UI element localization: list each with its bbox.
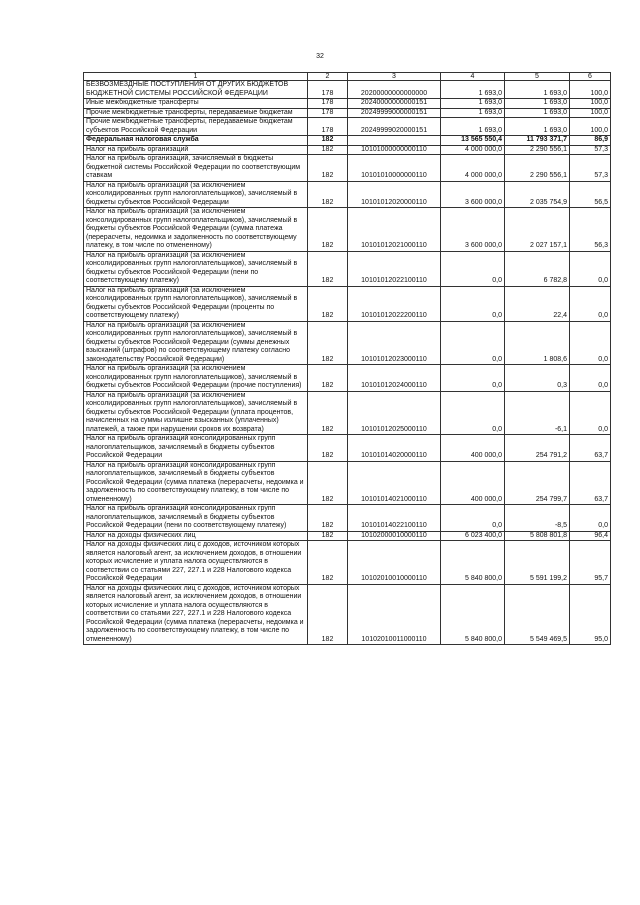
- table-row: [84, 584, 611, 645]
- row-plan-cell: 1 693,0: [441, 99, 505, 109]
- row-kbk-cell: 10101014022100110: [348, 505, 441, 532]
- row-name-cell: Налог на прибыль организаций консолидированных групп налогоплательщиков, зачисляемый в бюджеты субъектов Российской Федерации (пени по соответствующему платежу): [84, 505, 308, 532]
- row-percent-cell: 86,9: [570, 136, 611, 146]
- table-row: [84, 531, 611, 541]
- row-name-cell: Налог на прибыль организаций: [84, 145, 308, 155]
- row-fact-cell: 1 693,0: [505, 99, 570, 109]
- row-percent-cell: 100,0: [570, 99, 611, 109]
- row-kbk-cell: 10101012023000110: [348, 321, 441, 365]
- row-code-cell: 182: [308, 435, 348, 462]
- row-percent-cell: 0,0: [570, 321, 611, 365]
- row-code-cell: 182: [308, 286, 348, 321]
- row-name-cell: Налог на доходы физических лиц: [84, 531, 308, 541]
- row-fact-cell: 11 793 371,7: [505, 136, 570, 146]
- row-fact-cell: 1 693,0: [505, 118, 570, 136]
- row-name-cell: Налог на доходы физических лиц с доходов, источником которых является налоговый агент, за исключением доходов, в отношении которых исчисление и уплата налога осуществляются в соответствии со статьями 227, 227.1 и 228 Налогового кодекса Российской Федерации: [84, 541, 308, 585]
- row-percent-cell: 0,0: [570, 505, 611, 532]
- row-plan-cell: 3 600 000,0: [441, 208, 505, 252]
- table-row: [84, 108, 611, 118]
- row-plan-cell: 4 000 000,0: [441, 155, 505, 182]
- row-plan-cell: 3 600 000,0: [441, 181, 505, 208]
- row-plan-cell: 4 000 000,0: [441, 145, 505, 155]
- row-percent-cell: 63,7: [570, 461, 611, 505]
- row-fact-cell: 254 791,2: [505, 435, 570, 462]
- row-code-cell: 178: [308, 99, 348, 109]
- row-code-cell: 182: [308, 208, 348, 252]
- row-code-cell: 178: [308, 118, 348, 136]
- row-plan-cell: 0,0: [441, 391, 505, 435]
- row-fact-cell: 1 693,0: [505, 81, 570, 99]
- row-kbk-cell: 10101012020000110: [348, 181, 441, 208]
- row-fact-cell: 6 782,8: [505, 251, 570, 286]
- row-kbk-cell: 10101012021000110: [348, 208, 441, 252]
- table-row: [84, 365, 611, 392]
- column-header: 5: [505, 73, 570, 81]
- table-header-row: [84, 73, 611, 81]
- row-percent-cell: 63,7: [570, 435, 611, 462]
- row-plan-cell: 0,0: [441, 251, 505, 286]
- row-percent-cell: 57,3: [570, 155, 611, 182]
- row-plan-cell: 0,0: [441, 505, 505, 532]
- row-percent-cell: 0,0: [570, 251, 611, 286]
- row-name-cell: Федеральная налоговая служба: [84, 136, 308, 146]
- row-plan-cell: 5 840 800,0: [441, 541, 505, 585]
- row-kbk-cell: 10101010000000110: [348, 155, 441, 182]
- row-name-cell: Прочие межбюджетные трансферты, передаваемые бюджетам: [84, 108, 308, 118]
- row-percent-cell: 100,0: [570, 81, 611, 99]
- row-name-cell: Налог на прибыль организаций (за исключением консолидированных групп налогоплательщиков), зачисляемый в бюджеты субъектов Российской Федерации (суммы денежных взысканий (штрафов) по соответствующему платежу согласно законодательству Российской Федерации): [84, 321, 308, 365]
- row-fact-cell: 254 799,7: [505, 461, 570, 505]
- row-code-cell: 182: [308, 461, 348, 505]
- row-kbk-cell: 20200000000000000: [348, 81, 441, 99]
- row-code-cell: 182: [308, 145, 348, 155]
- page-number: 32: [316, 53, 324, 60]
- table-row: [84, 541, 611, 585]
- row-plan-cell: 6 023 400,0: [441, 531, 505, 541]
- column-header: 3: [348, 73, 441, 81]
- row-plan-cell: 1 693,0: [441, 81, 505, 99]
- table-row: [84, 435, 611, 462]
- row-code-cell: 182: [308, 541, 348, 585]
- row-percent-cell: 0,0: [570, 286, 611, 321]
- row-name-cell: Налог на прибыль организаций консолидированных групп налогоплательщиков, зачисляемый в бюджеты субъектов Российской Федерации: [84, 435, 308, 462]
- row-code-cell: 182: [308, 321, 348, 365]
- row-kbk-cell: 20249999000000151: [348, 108, 441, 118]
- row-kbk-cell: 10101000000000110: [348, 145, 441, 155]
- row-plan-cell: 1 693,0: [441, 108, 505, 118]
- row-percent-cell: 0,0: [570, 365, 611, 392]
- row-kbk-cell: 10101012025000110: [348, 391, 441, 435]
- row-kbk-cell: 10101012022200110: [348, 286, 441, 321]
- table-row: [84, 155, 611, 182]
- row-percent-cell: 95,7: [570, 541, 611, 585]
- row-kbk-cell: 10101012022100110: [348, 251, 441, 286]
- row-name-cell: Налог на доходы физических лиц с доходов, источником которых является налоговый агент, за исключением доходов, в отношении которых исчисление и уплата налога осуществляются в соответствии со статьями 227, 227.1 и 228 Налогового кодекса Российской Федерации (сумма платежа (перерасчеты, недоимка и задолженность по соответствующему платежу, в том числе по отмененному): [84, 584, 308, 645]
- row-code-cell: 182: [308, 584, 348, 645]
- row-plan-cell: 0,0: [441, 365, 505, 392]
- row-fact-cell: 2 290 556,1: [505, 145, 570, 155]
- column-header: 1: [84, 73, 308, 81]
- row-code-cell: 178: [308, 108, 348, 118]
- row-percent-cell: 0,0: [570, 391, 611, 435]
- row-name-cell: Иные межбюджетные трансферты: [84, 99, 308, 109]
- table-row: [84, 461, 611, 505]
- row-code-cell: 182: [308, 391, 348, 435]
- row-kbk-cell: 20240000000000151: [348, 99, 441, 109]
- row-kbk-cell: 10102010011000110: [348, 584, 441, 645]
- row-code-cell: 182: [308, 531, 348, 541]
- row-kbk-cell: 10102010010000110: [348, 541, 441, 585]
- row-plan-cell: 1 693,0: [441, 118, 505, 136]
- row-code-cell: 182: [308, 181, 348, 208]
- row-plan-cell: 13 565 550,4: [441, 136, 505, 146]
- row-name-cell: Налог на прибыль организаций (за исключением консолидированных групп налогоплательщиков), зачисляемый в бюджеты субъектов Российской Федерации (пени по соответствующему платежу): [84, 251, 308, 286]
- row-name-cell: Налог на прибыль организаций (за исключением консолидированных групп налогоплательщиков), зачисляемый в бюджеты субъектов Российской Федерации (сумма платежа (перерасчеты, недоимка и задолженность по соответствующему платежу, в том числе по отмененному): [84, 208, 308, 252]
- row-fact-cell: 5 808 801,8: [505, 531, 570, 541]
- column-header: 4: [441, 73, 505, 81]
- table-row: [84, 99, 611, 109]
- row-code-cell: 182: [308, 136, 348, 146]
- row-kbk-cell: 10101012024000110: [348, 365, 441, 392]
- row-fact-cell: 1 808,6: [505, 321, 570, 365]
- budget-revenue-table: [83, 72, 611, 645]
- row-plan-cell: 400 000,0: [441, 435, 505, 462]
- row-code-cell: 182: [308, 251, 348, 286]
- row-percent-cell: 95,0: [570, 584, 611, 645]
- table-row: [84, 136, 611, 146]
- row-plan-cell: 0,0: [441, 286, 505, 321]
- column-header: 6: [570, 73, 611, 81]
- row-code-cell: 182: [308, 155, 348, 182]
- column-header: 2: [308, 73, 348, 81]
- row-percent-cell: 100,0: [570, 108, 611, 118]
- row-fact-cell: 0,3: [505, 365, 570, 392]
- table-row: [84, 251, 611, 286]
- row-code-cell: 178: [308, 81, 348, 99]
- row-percent-cell: 57,3: [570, 145, 611, 155]
- row-fact-cell: 2 035 754,9: [505, 181, 570, 208]
- row-fact-cell: -6,1: [505, 391, 570, 435]
- table-row: [84, 181, 611, 208]
- row-kbk-cell: 10101014020000110: [348, 435, 441, 462]
- table-row: [84, 118, 611, 136]
- row-kbk-cell: 10102000010000110: [348, 531, 441, 541]
- row-name-cell: Налог на прибыль организаций (за исключением консолидированных групп налогоплательщиков), зачисляемый в бюджеты субъектов Российской Федерации (прочие поступления): [84, 365, 308, 392]
- table-row: [84, 391, 611, 435]
- row-code-cell: 182: [308, 505, 348, 532]
- row-plan-cell: 5 840 800,0: [441, 584, 505, 645]
- row-name-cell: Налог на прибыль организаций (за исключением консолидированных групп налогоплательщиков), зачисляемый в бюджеты субъектов Российской Федерации (уплата процентов, начисленных на суммы излишне взысканных (уплаченных) платежей, а также при нарушении сроков их возврата): [84, 391, 308, 435]
- table-row: [84, 321, 611, 365]
- row-name-cell: Налог на прибыль организаций (за исключением консолидированных групп налогоплательщиков), зачисляемый в бюджеты субъектов Российской Федерации: [84, 181, 308, 208]
- row-kbk-cell: 10101014021000110: [348, 461, 441, 505]
- row-fact-cell: 1 693,0: [505, 108, 570, 118]
- row-name-cell: Налог на прибыль организаций консолидированных групп налогоплательщиков, зачисляемый в бюджеты субъектов Российской Федерации (сумма платежа (перерасчеты, недоимка и задолженность по соответствующему платежу, в том числе по отмененному): [84, 461, 308, 505]
- row-percent-cell: 56,3: [570, 208, 611, 252]
- row-code-cell: 182: [308, 365, 348, 392]
- row-kbk-cell: [348, 136, 441, 146]
- row-fact-cell: -8,5: [505, 505, 570, 532]
- row-name-cell: Налог на прибыль организаций (за исключением консолидированных групп налогоплательщиков), зачисляемый в бюджеты субъектов Российской Федерации (проценты по соответствующему платежу): [84, 286, 308, 321]
- row-fact-cell: 2 290 556,1: [505, 155, 570, 182]
- table-row: [84, 81, 611, 99]
- row-plan-cell: 0,0: [441, 321, 505, 365]
- row-plan-cell: 400 000,0: [441, 461, 505, 505]
- row-name-cell: БЕЗВОЗМЕЗДНЫЕ ПОСТУПЛЕНИЯ ОТ ДРУГИХ БЮДЖЕТОВ БЮДЖЕТНОЙ СИСТЕМЫ РОССИЙСКОЙ ФЕДЕРАЦИИ: [84, 81, 308, 99]
- table-row: [84, 208, 611, 252]
- row-fact-cell: 22,4: [505, 286, 570, 321]
- row-name-cell: Прочие межбюджетные трансферты, передаваемые бюджетам субъектов Российской Федерации: [84, 118, 308, 136]
- row-fact-cell: 5 591 199,2: [505, 541, 570, 585]
- row-name-cell: Налог на прибыль организаций, зачисляемый в бюджеты бюджетной системы Российской Федерации по соответствующим ставкам: [84, 155, 308, 182]
- row-fact-cell: 5 549 469,5: [505, 584, 570, 645]
- row-percent-cell: 96,4: [570, 531, 611, 541]
- row-fact-cell: 2 027 157,1: [505, 208, 570, 252]
- row-percent-cell: 56,5: [570, 181, 611, 208]
- table-row: [84, 286, 611, 321]
- row-kbk-cell: 20249999020000151: [348, 118, 441, 136]
- row-percent-cell: 100,0: [570, 118, 611, 136]
- table-row: [84, 505, 611, 532]
- table-row: [84, 145, 611, 155]
- table-body: [84, 81, 611, 645]
